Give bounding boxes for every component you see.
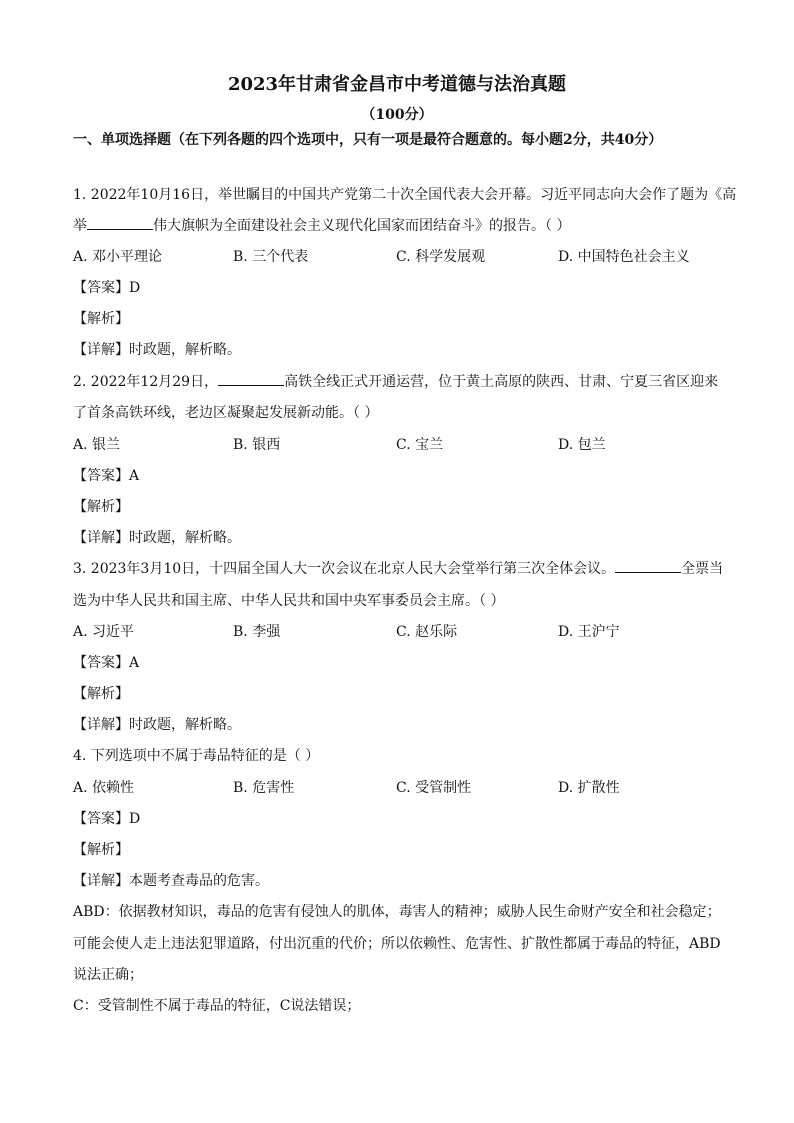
- q1-stem-line2: [73, 215, 723, 235]
- q3-stem-line2: 选为中华人民共和国主席、中华人民共和国中央军事委员会主席。（ ）: [73, 593, 505, 609]
- q1-option-a: A. 邓小平理论: [73, 249, 163, 265]
- q3-option-d: D. 王沪宁: [558, 624, 620, 640]
- q1-analysis-label: 【解析】: [73, 311, 129, 327]
- q4-explain-line2: 可能会使人走上违法犯罪道路，付出沉重的代价；所以依赖性、危害性、扩散性都属于毒品的特征，ABD: [73, 936, 721, 952]
- q3-stem-prefix: 3. 2023年3月10日，十四届全国人大一次会议在北京人民大会堂举行第三次全体会议。: [73, 561, 616, 577]
- q2-detail: 【详解】时政题，解析略。: [73, 530, 241, 546]
- q2-analysis-label: 【解析】: [73, 499, 129, 515]
- q4-option-d: D. 扩散性: [558, 780, 620, 796]
- q2-option-a: A. 银兰: [73, 437, 121, 453]
- q1-stem-suffix: 伟大旗帜为全面建设社会主义现代化国家而团结奋斗》的报告。（ ）: [153, 218, 571, 234]
- q3-stem-line1: [73, 558, 723, 578]
- q3-analysis-label: 【解析】: [73, 686, 129, 702]
- q2-option-d: D. 包兰: [558, 437, 606, 453]
- q4-explain-line3: 说法正确；: [73, 967, 143, 983]
- q4-stem-line1: 4. 下列选项中不属于毒品特征的是（ ）: [73, 748, 320, 764]
- q4-option-a: A. 依赖性: [73, 780, 135, 796]
- q3-stem-suffix: 全票当: [681, 561, 724, 577]
- q1-option-c: C. 科学发展观: [396, 249, 486, 265]
- q1-option-b: B. 三个代表: [233, 249, 309, 265]
- q4-option-c: C. 受管制性: [396, 780, 472, 796]
- q4-answer: 【答案】D: [73, 811, 141, 827]
- q4-analysis-label: 【解析】: [73, 842, 129, 858]
- page-subtitle: （100分）: [361, 107, 433, 123]
- q2-stem-prefix: 2. 2022年12月29日，: [73, 374, 219, 390]
- q2-stem-line1: [73, 371, 723, 391]
- q3-option-a: A. 习近平: [73, 624, 135, 640]
- q2-stem-suffix: 高铁全线正式开通运营，位于黄土高原的陕西、甘肃、宁夏三省区迎来: [284, 374, 719, 390]
- q1-detail: 【详解】时政题，解析略。: [73, 342, 241, 358]
- q1-option-d: D. 中国特色社会主义: [558, 249, 690, 265]
- q2-option-c: C. 宝兰: [396, 437, 444, 453]
- q2-stem-line2: 了首条高铁环线，老边区凝聚起发展新动能。（ ）: [73, 405, 379, 421]
- q3-detail: 【详解】时政题，解析略。: [73, 717, 241, 733]
- q2-answer-blank: [218, 371, 284, 386]
- q1-answer-blank: [87, 215, 153, 230]
- q4-explain-line4: C：受管制性不属于毒品的特征，C说法错误；: [73, 998, 361, 1014]
- q4-detail: 【详解】本题考查毒品的危害。: [73, 873, 269, 889]
- page-title: 2023年甘肃省金昌市中考道德与法治真题: [227, 74, 567, 95]
- q1-stem-prefix: 举: [73, 218, 87, 234]
- q3-answer-blank: [615, 558, 681, 573]
- section-header: 一、单项选择题（在下列各题的四个选项中，只有一项是最符合题意的。每小题2分，共40分）: [73, 132, 663, 148]
- q4-option-b: B. 危害性: [233, 780, 295, 796]
- q1-answer: 【答案】D: [73, 280, 141, 296]
- q3-option-b: B. 李强: [233, 624, 281, 640]
- q4-explain-line1: ABD：依据教材知识，毒品的危害有侵蚀人的肌体，毒害人的精神；威胁人民生命财产安全和社会稳定；: [73, 904, 721, 920]
- q1-stem-line1: 1. 2022年10月16日，举世瞩目的中国共产党第二十次全国代表大会开幕。习近平同志向大会作了题为《高: [73, 187, 737, 203]
- q3-answer: 【答案】A: [73, 655, 140, 671]
- q3-option-c: C. 赵乐际: [396, 624, 458, 640]
- q2-option-b: B. 银西: [233, 437, 281, 453]
- q2-answer: 【答案】A: [73, 468, 140, 484]
